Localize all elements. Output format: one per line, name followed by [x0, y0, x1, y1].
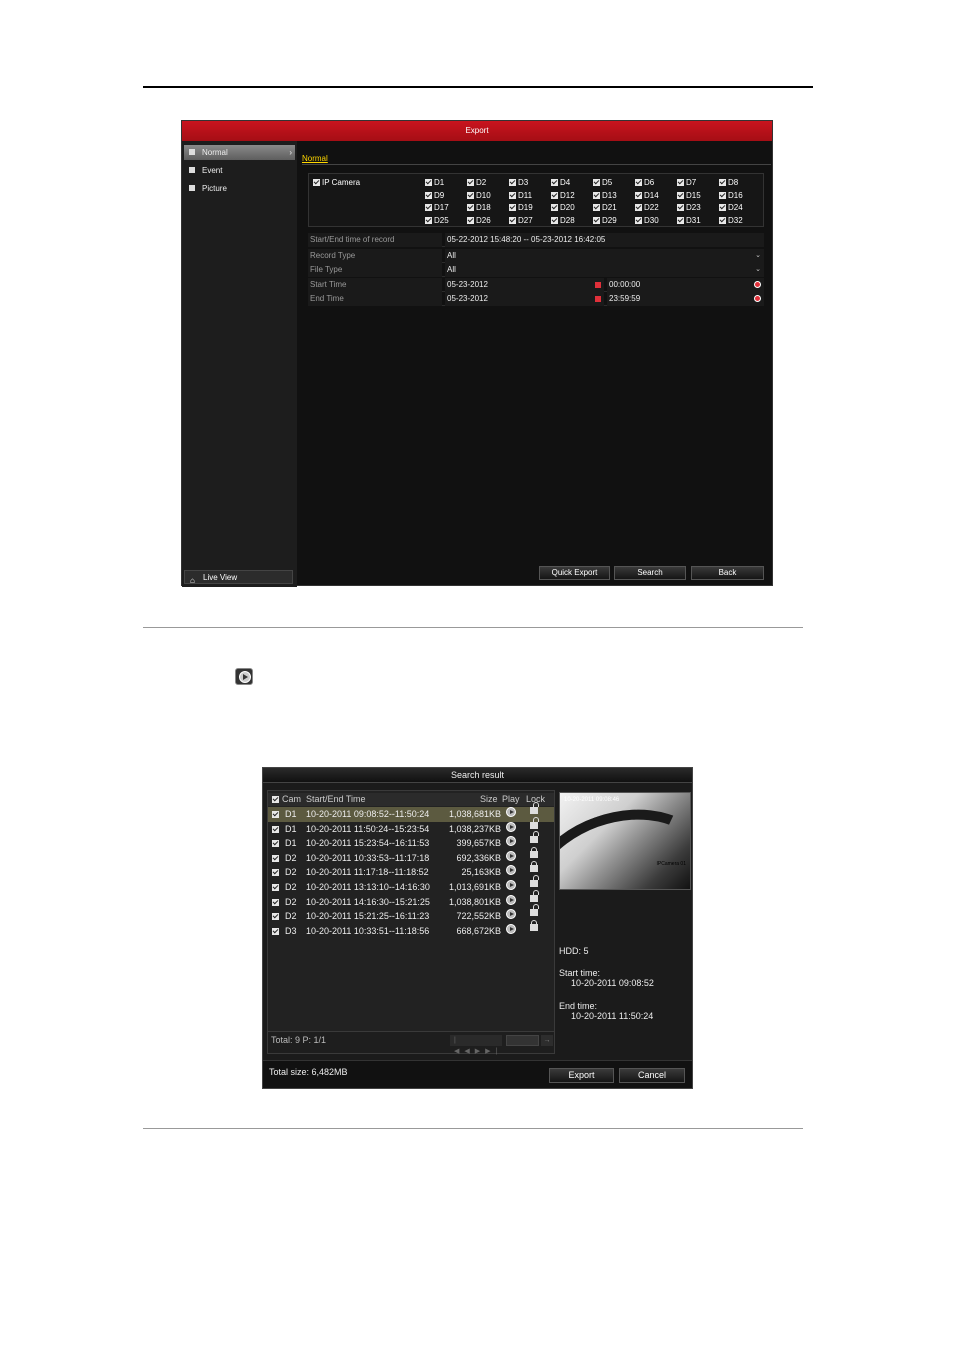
checkbox-icon	[635, 192, 642, 199]
table-row[interactable]	[268, 836, 554, 851]
checkbox-icon	[467, 204, 474, 211]
camera-checkbox-d23[interactable]	[677, 203, 719, 213]
record-type-select[interactable]	[445, 249, 764, 263]
calendar-icon[interactable]	[595, 282, 601, 288]
row-size: 1,013,691KB	[448, 882, 501, 892]
export-main	[302, 153, 771, 583]
ip-camera-label: IP Camera	[322, 178, 361, 187]
record-type-value: All	[447, 251, 456, 260]
camera-checkbox-d32[interactable]	[719, 216, 761, 226]
row-size: 25,163KB	[461, 867, 501, 878]
checkbox-icon	[467, 179, 474, 186]
camera-label: D25	[434, 215, 449, 225]
row-checkbox[interactable]	[272, 913, 279, 920]
start-time-value: 10-20-2011 09:08:52	[571, 978, 654, 988]
checkbox-icon	[677, 192, 684, 199]
unlock-icon[interactable]	[530, 822, 538, 829]
row-time: 10-20-2011 10:33:53--11:17:18	[306, 852, 430, 863]
camera-label: D30	[644, 215, 659, 225]
checkbox-icon	[313, 179, 320, 186]
bottom-rule	[143, 1128, 803, 1129]
row-time: 10-20-2011 15:23:54--16:11:53	[306, 838, 430, 849]
camera-checkbox-d16[interactable]	[719, 191, 761, 201]
play-icon[interactable]	[506, 851, 516, 861]
camera-checkbox-d19[interactable]	[509, 203, 551, 213]
camera-label: D9	[434, 190, 445, 200]
chevron-right-icon: ›	[289, 148, 292, 157]
middle-rule	[143, 627, 803, 628]
camera-checkbox-d2[interactable]	[467, 178, 509, 188]
camera-checkbox-d4[interactable]	[551, 178, 593, 188]
camera-checkbox-d21[interactable]	[593, 203, 635, 213]
row-time: 10-20-2011 11:17:18--11:18:52	[306, 867, 429, 878]
camera-checkbox-d31[interactable]	[677, 216, 719, 226]
camera-label: D3	[518, 178, 529, 187]
picture-icon	[189, 185, 195, 191]
preview-timestamp: 10-20-2011 09:08:46	[564, 797, 620, 803]
result-list	[267, 790, 555, 1054]
camera-label: D2	[476, 178, 487, 187]
row-size: 1,038,681KB	[448, 809, 501, 819]
camera-label: D8	[728, 178, 739, 187]
camera-label: D21	[602, 203, 617, 212]
play-icon[interactable]	[506, 865, 516, 875]
camera-label: D19	[518, 203, 533, 212]
checkbox-icon	[425, 179, 432, 186]
search-result-window	[262, 767, 693, 1089]
checkbox-icon	[593, 179, 600, 186]
file-type-row	[308, 263, 764, 277]
calendar-icon[interactable]	[595, 296, 601, 302]
sidebar-item-picture[interactable]	[184, 181, 295, 196]
sidebar-item-label: Event	[202, 166, 223, 175]
checkbox-icon	[509, 204, 516, 211]
camera-label: D1	[434, 178, 445, 187]
camera-checkbox-d1[interactable]	[425, 178, 467, 188]
camera-label: D14	[644, 190, 659, 200]
camera-label: D5	[602, 178, 613, 187]
ip-camera-checkbox[interactable]	[313, 178, 360, 187]
camera-checkbox-d17[interactable]	[425, 203, 467, 213]
unlock-icon[interactable]	[530, 836, 538, 843]
row-time: 10-20-2011 15:21:25--16:11:23	[306, 911, 430, 922]
start-time-row	[308, 278, 764, 292]
checkbox-icon	[677, 217, 684, 224]
export-title: Export	[182, 121, 772, 141]
unlock-icon[interactable]	[530, 807, 538, 814]
camera-checkbox-d22[interactable]	[635, 203, 677, 213]
checkbox-icon	[593, 217, 600, 224]
table-row[interactable]	[268, 851, 554, 866]
camera-checkbox-d18[interactable]	[467, 203, 509, 213]
sidebar-item-event[interactable]	[184, 163, 295, 178]
unlock-icon[interactable]	[530, 880, 538, 887]
camera-checkbox-d3[interactable]	[509, 178, 551, 188]
search-button[interactable]: Search	[614, 566, 686, 580]
camera-label: D27	[518, 215, 533, 225]
lock-icon[interactable]	[530, 865, 538, 872]
play-icon[interactable]	[506, 880, 516, 890]
start-date-value: 05-23-2012	[447, 280, 488, 289]
record-type-label: Record Type	[308, 249, 442, 263]
camera-checkbox-d24[interactable]	[719, 203, 761, 213]
row-checkbox[interactable]	[272, 899, 279, 906]
camera-checkbox-d27[interactable]	[509, 216, 551, 226]
clock-icon[interactable]	[754, 281, 761, 288]
end-time-label: End Time	[308, 292, 442, 306]
start-time-label: Start time:	[559, 968, 601, 978]
camera-checkbox-d30[interactable]	[635, 216, 677, 226]
row-cam: D1	[285, 838, 297, 849]
row-time: 10-20-2011 11:50:24--15:23:54	[306, 823, 430, 834]
file-type-value: All	[447, 265, 456, 274]
lock-icon[interactable]	[530, 924, 538, 931]
end-date-value: 05-23-2012	[447, 294, 488, 303]
page-go-button[interactable]: →	[541, 1035, 553, 1046]
sidebar-item-label: Normal	[202, 148, 228, 157]
record-range-label: Start/End time of record	[308, 233, 442, 247]
video-preview	[559, 792, 691, 890]
chevron-down-icon: ⌄	[755, 266, 761, 273]
row-cam: D3	[285, 925, 297, 936]
camera-label: D13	[602, 190, 617, 200]
table-row[interactable]	[268, 924, 554, 939]
row-cam: D1	[285, 809, 297, 819]
row-size: 399,657KB	[456, 838, 501, 849]
export-sidebar	[182, 141, 297, 587]
checkbox-icon	[425, 217, 432, 224]
checkbox-icon	[593, 192, 600, 199]
back-button[interactable]: Back	[691, 566, 764, 580]
file-type-select[interactable]	[445, 263, 764, 277]
checkbox-icon	[635, 217, 642, 224]
live-view-label: Live View	[203, 573, 238, 582]
row-size: 1,038,801KB	[448, 896, 501, 907]
hdd-info: HDD: 5	[559, 946, 589, 956]
export-window	[181, 120, 773, 586]
end-clock-field[interactable]	[607, 292, 764, 306]
camera-selection	[308, 173, 764, 227]
camera-checkbox-d5[interactable]	[593, 178, 635, 188]
live-view-button[interactable]	[184, 570, 293, 584]
checkbox-icon	[677, 179, 684, 186]
camera-checkbox-d8[interactable]	[719, 178, 761, 188]
play-icon	[235, 668, 253, 685]
camera-checkbox-d28[interactable]	[551, 216, 593, 226]
checkbox-icon	[509, 217, 516, 224]
camera-checkbox-d15[interactable]	[677, 191, 719, 201]
result-list-header	[268, 793, 554, 806]
result-list-footer	[268, 1031, 554, 1053]
camera-checkbox-d9[interactable]	[425, 191, 467, 201]
checkbox-icon	[425, 204, 432, 211]
unlock-icon[interactable]	[530, 909, 538, 916]
end-clock-value: 23:59:59	[609, 294, 641, 303]
play-icon[interactable]	[506, 909, 516, 919]
play-icon[interactable]	[506, 895, 516, 905]
row-cam: D2	[285, 867, 297, 878]
row-checkbox[interactable]	[272, 840, 279, 847]
play-icon[interactable]	[506, 924, 516, 934]
checkbox-icon	[593, 204, 600, 211]
event-icon	[189, 167, 195, 173]
checkbox-icon	[509, 192, 516, 199]
end-time-label: End time:	[559, 1001, 598, 1011]
row-cam: D2	[285, 882, 297, 892]
record-type-row	[308, 249, 764, 263]
camera-label: D7	[686, 178, 697, 187]
checkbox-icon	[509, 179, 516, 186]
row-checkbox[interactable]	[272, 884, 279, 891]
unlock-icon[interactable]	[530, 895, 538, 902]
pagination-controls[interactable]: |◀◀▶▶|	[450, 1035, 502, 1046]
camera-checkbox-d12[interactable]	[551, 191, 593, 201]
camera-checkbox-d13[interactable]	[593, 191, 635, 201]
table-row[interactable]	[268, 865, 554, 880]
row-time: 10-20-2011 13:13:10--14:16:30	[306, 882, 430, 892]
camera-label: D20	[560, 203, 575, 212]
record-range-row	[308, 233, 764, 247]
search-result-title: Search result	[263, 768, 692, 783]
camera-checkbox-d14[interactable]	[635, 191, 677, 201]
sidebar-item-normal[interactable]	[184, 145, 295, 160]
play-icon[interactable]	[506, 822, 516, 832]
table-row[interactable]	[268, 807, 554, 822]
column-size: Size	[480, 794, 498, 804]
camera-label: D10	[476, 190, 491, 200]
start-clock-field[interactable]	[607, 278, 764, 292]
record-range-value: 05-22-2012 15:48:20 -- 05-23-2012 16:42:05	[445, 233, 764, 247]
camera-label: D4	[560, 178, 571, 187]
end-time-value: 10-20-2011 11:50:24	[571, 1011, 654, 1021]
column-start-end-time: Start/End Time	[306, 794, 366, 804]
camera-label: D12	[560, 190, 575, 200]
row-time: 10-20-2011 10:33:51--11:18:56	[306, 925, 430, 936]
checkbox-icon	[719, 204, 726, 211]
export-button[interactable]: Export	[549, 1068, 614, 1083]
camera-label: D18	[476, 203, 491, 212]
camera-label: D23	[686, 203, 701, 212]
checkbox-icon	[467, 217, 474, 224]
row-size: 722,552KB	[456, 911, 501, 922]
camera-checkbox-d10[interactable]	[467, 191, 509, 201]
row-cam: D2	[285, 911, 297, 922]
camera-checkbox-d20[interactable]	[551, 203, 593, 213]
checkbox-icon	[467, 192, 474, 199]
checkbox-icon	[425, 192, 432, 199]
total-size: Total size: 6,482MB	[269, 1067, 348, 1077]
checkbox-icon	[677, 204, 684, 211]
camera-label: D31	[686, 215, 701, 225]
start-time-label: Start Time	[308, 278, 442, 292]
checkbox-icon	[551, 179, 558, 186]
camera-label: D32	[728, 215, 743, 225]
camera-checkbox-d6[interactable]	[635, 178, 677, 188]
column-play: Play	[502, 794, 520, 804]
row-checkbox[interactable]	[272, 811, 279, 818]
play-icon[interactable]	[506, 807, 516, 817]
camera-label: D22	[644, 203, 659, 212]
play-icon[interactable]	[506, 836, 516, 846]
file-type-label: File Type	[308, 263, 442, 277]
checkbox-icon	[635, 179, 642, 186]
checkbox-icon	[551, 204, 558, 211]
checkbox-icon	[719, 192, 726, 199]
tab-normal[interactable]: Normal	[302, 154, 328, 163]
lock-icon[interactable]	[530, 851, 538, 858]
checkbox-icon	[551, 217, 558, 224]
camera-label: D24	[728, 203, 743, 212]
row-time: 10-20-2011 14:16:30--15:21:25	[306, 896, 430, 907]
row-time: 10-20-2011 09:08:52--11:50:24	[306, 809, 430, 819]
row-size: 668,672KB	[456, 925, 501, 936]
start-date-field[interactable]	[445, 278, 604, 292]
end-date-field[interactable]	[445, 292, 604, 306]
camera-label: D16	[728, 190, 743, 200]
camera-label: D15	[686, 190, 701, 200]
page-number-input[interactable]	[506, 1035, 539, 1046]
table-row[interactable]	[268, 822, 554, 837]
home-icon: ⌂	[190, 576, 195, 585]
camera-label: D29	[602, 215, 617, 225]
row-checkbox[interactable]	[272, 869, 279, 876]
clock-icon[interactable]	[754, 295, 761, 302]
camera-checkbox-d29[interactable]	[593, 216, 635, 226]
cancel-button[interactable]: Cancel	[619, 1068, 685, 1083]
camera-checkbox-d7[interactable]	[677, 178, 719, 188]
row-size: 1,038,237KB	[448, 823, 501, 834]
row-cam: D2	[285, 896, 297, 907]
camera-grid	[425, 178, 765, 225]
tab-divider	[302, 164, 771, 165]
normal-icon	[189, 149, 195, 155]
sidebar-item-label: Picture	[202, 184, 227, 193]
end-time-row	[308, 292, 764, 306]
table-row[interactable]	[268, 880, 554, 895]
preview-camera-name: IPCamera 01	[656, 861, 686, 867]
checkbox-icon	[719, 179, 726, 186]
column-cam: Cam	[282, 794, 302, 804]
column-lock: Lock	[526, 794, 546, 804]
checkbox-icon	[719, 217, 726, 224]
camera-checkbox-d11[interactable]	[509, 191, 551, 201]
table-row[interactable]	[268, 909, 554, 924]
row-cam: D2	[285, 852, 297, 863]
top-rule	[143, 86, 813, 88]
row-size: 692,336KB	[456, 852, 501, 863]
total-count: Total: 9 P: 1/1	[271, 1035, 327, 1045]
checkbox-icon	[635, 204, 642, 211]
camera-label: D6	[644, 178, 655, 187]
row-checkbox[interactable]	[272, 826, 279, 833]
camera-label: D26	[476, 215, 491, 225]
table-row[interactable]	[268, 895, 554, 910]
quick-export-button[interactable]: Quick Export	[539, 566, 610, 580]
camera-checkbox-d26[interactable]	[467, 216, 509, 226]
row-cam: D1	[285, 823, 297, 834]
camera-checkbox-d25[interactable]	[425, 216, 467, 226]
chevron-down-icon: ⌄	[755, 252, 761, 259]
checkbox-icon	[551, 192, 558, 199]
camera-label: D17	[434, 203, 449, 212]
row-checkbox[interactable]	[272, 855, 279, 862]
start-clock-value: 00:00:00	[609, 280, 641, 289]
search-result-footer	[263, 1060, 692, 1088]
row-checkbox[interactable]	[272, 928, 279, 935]
select-all-checkbox[interactable]	[272, 796, 279, 803]
camera-label: D11	[518, 190, 533, 200]
camera-label: D28	[560, 215, 575, 225]
